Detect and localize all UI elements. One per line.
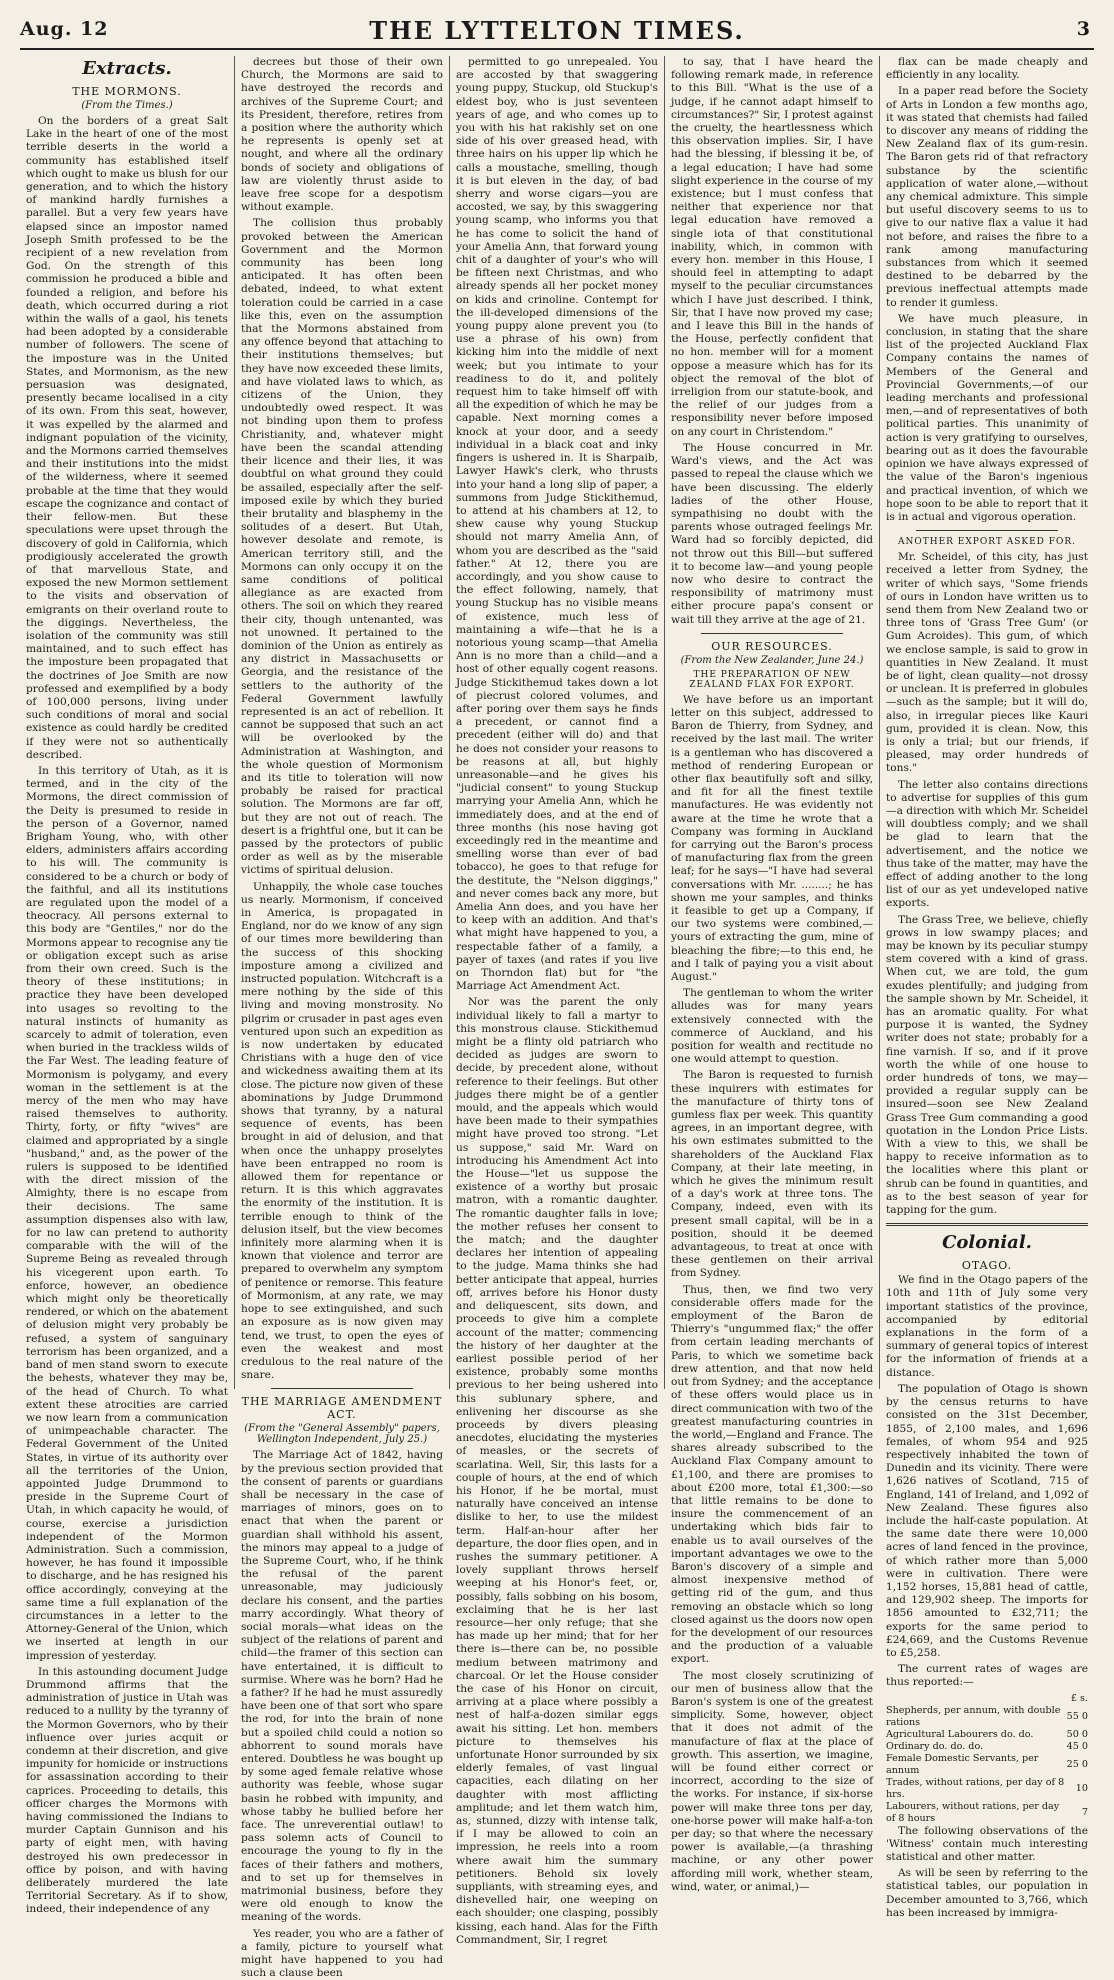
issue-date: Aug. 12 <box>20 18 109 40</box>
article-heading: OUR RESOURCES. <box>711 639 833 653</box>
divider <box>886 1223 1088 1226</box>
newspaper-title: THE LYTTELTON TIMES. <box>369 16 745 45</box>
columns <box>20 56 1094 1980</box>
paragraph: The gentleman to whom the writer alludes was for many years extensively connected with the commerce of Auckland, and his position for wealth and rectitude no one would attempt to question. <box>671 987 873 1066</box>
paragraph: In a paper read before the Society of Arts in London a few months ago, it was stated that chemists had failed to discover any means of ridding the New Zealand flax of its gum-resin. The Baron gets rid of that refractory substance by the scientific application of water alone,—without any chemical admixture. This simple but useful discovery seems to us to give to our native flax a value it had not before, and raises the fibre to a rank among manufacturing substances from which it seemed destined to be debarred by the previous ineffectual attempts made to render it gumless. <box>886 85 1088 309</box>
wage-label: Shepherds, per annum, with double rations <box>886 1704 1061 1728</box>
wage-label: Agricultural Labourers do. do. <box>886 1728 1034 1740</box>
article-source: (From the Times.) <box>81 100 173 111</box>
divider <box>916 530 1058 531</box>
wage-label: Labourers, without rations, per day of 8 hours <box>886 1800 1060 1824</box>
table-row <box>886 1801 1088 1825</box>
paragraph: In this astounding document Judge Drummond affirms that the administration of justice in Utah was reduced to a nullity by the tyranny of the Mormon Governors, who by their influence over juries acquit or condemn at their discretion, and give impunity for homicide or instructions for assassination according to their caprices. Proceeding to details, this officer charges the Mormons with having commissioned the Indians to murder Captain Gunnison and his party of eight men, with having destroyed his own predecessor in office by poison, and with having deliberately murdered the late Territorial Secretary. As if to show, indeed, their independence of any <box>26 1665 228 1916</box>
wage-value: 10 <box>1075 1782 1088 1794</box>
wage-label: Ordinary do. do. do. <box>886 1740 984 1752</box>
article-source: (From the "General Assembly" papers, Wellington Independent, July 25.) <box>244 1423 440 1446</box>
paragraph: Thus, then, we find two very considerable offers made for the employment of the Baron de Thierry's "ungummed flax;" the offer from certain leading merchants of Paris, to which we sometime back drew attention, and that now held out from Sydney; and the acceptance of these offers would place us in direct communication with two of the greatest manufacturing countries in the world,—England and France. The shares already subscribed to the Auckland Flax Company amount to £1,100, and there are promises to about £200 more, total £1,300:—so that little remains to be done to insure the commencement of an undertaking which bids fair to enable us to avail ourselves of the important advantages we owe to the Baron's discovery of a simple and almost inexpensive method of getting rid of the gum, and thus removing an obstacle which so long closed against us the doors now open for the development of our resources and the production of a valuable export. <box>671 1283 873 1666</box>
paragraph: We have much pleasure, in conclusion, in stating that the share list of the projected Auckland Flax Company contains the names of Members of the General and Provincial Governments,—of our leading merchants and professional men,—and of representatives of both political parties. This unanimity of action is very gratifying to ourselves, bearing out as it does the favourable opinion we have always expressed of the value of the Baron's ingenious and practical invention, of which we hope soon to be able to report that it is in actual and vigorous operation. <box>886 312 1088 523</box>
paragraph: decrees but those of their own Church, the Mormons are said to have destroyed the records and archives of the Supreme Court; and its President, therefore, retires from a position where the authority which he represents is openly set at nought, and where all the ordinary bonds of society and obligations of law are violently thrust aside to leave free scope for a despotism without example. <box>241 56 443 214</box>
paragraph: The collision thus probably provoked between the American Government and the Mormon community has been long anticipated. It has often been debated, indeed, to what extent toleration could be carried in a case like this, even on the assumption that the Mormons abstained from any offence beyond that attaching to their institutions themselves; but they have now exceeded these limits, and have violated laws to which, as citizens of the Union, they undoubtedly owed respect. It was not binding upon them to profess Christianity, and, whatever might have been the scandal attending their licence and their lies, it was doubtful on what ground they could be assailed, especially after the self-imposed exile by which they buried their brutality and blasphemy in the solitudes of a desert. But Utah, however desolate and remote, is American territory still, and the Mormons can only occupy it on the same conditions of political allegiance as are exacted from others. The soil on which they reared their city, though untenanted, was not unowned. It pertained to the dominion of the Union as entirely as any district in Massachusetts or Georgia, and the resistance of the settlers to the authority of the Federal Government lawfully represented is an act of rebellion. It cannot be supposed that such an act will be overlooked by the Administration at Washington, and the whole question of Mormonism and its title to toleration will now probably be raised for practical solution. The Mormons are far off, but they are not out of reach. The desert is a frightful one, but it can be passed by the protectors of public order as well as by the miserable victims of spiritual delusion. <box>241 217 443 877</box>
paragraph: Mr. Scheidel, of this city, has just received a letter from Sydney, the writer of which says, "Some friends of ours in London have written us to send them from New Zealand two or three tons of 'Grass Tree Gum' (or Gum Acroides). This gum, of which we enclose sample, is said to grow in quantities in New Zealand. It must be of light, clean quality—not drossy or unclean. It is preferred in globules—such as the sample; but it will do, also, in irregular pieces like Kauri gum, provided it is clean. Now, this is only a trial; but our friends, if pleased, may order hundreds of tons." <box>886 551 1088 775</box>
wages-table <box>886 1693 1088 1825</box>
paragraph: The most closely scrutinizing of our men of business allow that the Baron's system is one of the greatest simplicity. Some, however, object that it does not admit of the manufacture of flax at the place of growth. This assertion, we imagine, will be found either correct or incorrect, according to the size of the works. For instance, if six-horse power will make three tons per day, one-horse power will make half-a-ton per day; so that where the necessary power is available,—(a thrashing machine, or any other power affording mill work, whether steam, wind, water, or animal,)— <box>671 1669 873 1893</box>
wage-value: 50 0 <box>1066 1728 1088 1740</box>
wage-value: 45 0 <box>1066 1740 1088 1752</box>
paragraph: The Marriage Act of 1842, having by the previous section provided that the consent of parents or guardians shall be necessary in the case of marriages of minors, goes on to enact that when the parent or guardian shall withhold his assent, the minors may appeal to a judge of the Supreme Court, who, if he think the refusal of the parent unreasonable, may judiciously declare his consent, and the parties marry accordingly. What theory of social morals—what ideas on the subject of the relations of parent and child—the framer of this section can have entertained, it is difficult to surmise. Where was he born? Had he a father? If he had he must assuredly have been one of that sort who spare the rod, for into the brain of none but a spoiled child could a notion so abhorrent to sound morals have entered. Doubtless he was bought up by some aged female relative whose authority was feeble, whose sugar basin he robbed with impunity, and whose tabby he bullied before her face. The unreverential outlaw! to pass solemn acts of Council to encourage the young to fly in the faces of their fathers and mothers, and to set up for themselves in matrimonial business, before they were old enough to know the meaning of the words. <box>241 1449 443 1924</box>
table-row <box>886 1777 1088 1801</box>
table-row <box>886 1741 1088 1753</box>
column-4 <box>665 56 880 1893</box>
paragraph: The Grass Tree, we believe, chiefly grows in low swampy places; and may be known by its peculiar stumpy stem covered with a kind of grass. When cut, we are told, the gum exudes plentifully; and judging from the sample shown by Mr. Scheidel, it has an aromatic quality. For what purpose it is wanted, the Sydney writer does not state; probably for a fine varnish. If so, and if it prove worth the while of one house to order hundreds of tons, we may—provided a regular supply can be insured—soon see New Zealand Grass Tree Gum commanding a good quotation in the London Price Lists. With a view to this, we shall be happy to receive information as to the localities where this plant or shrub can be found in quantities, and as to the best season of year for tapping for the gum. <box>886 913 1088 1217</box>
column-3 <box>450 56 665 1946</box>
article-source: (From the New Zealander, June 24.) <box>680 654 864 666</box>
paragraph: Yes reader, you who are a father of a family, picture to yourself what might have happened to you had such a clause been <box>241 1927 443 1980</box>
column-2 <box>235 56 450 1980</box>
wage-value: 25 0 <box>1066 1758 1088 1770</box>
section-title: Extracts. <box>82 58 172 79</box>
article-heading: OTAGO. <box>961 1259 1013 1273</box>
page-number: 3 <box>1076 18 1090 40</box>
article-heading: THE MARRIAGE AMENDMENT ACT. <box>241 1395 443 1422</box>
paragraph: to say, that I have heard the following remark made, in reference to this Bill. "What is the use of a judge, if he cannot adapt himself to circumstances?" Sir, I protest against the cruelty, the heartlessness which this observation implies. Sir, I have had the blessing, if blessing it be, of a legal education; I have had some slight experience in the course of my existence; but I must confess that neither that experience nor that legal education have removed a single iota of that constitutional inability, which, in common with every hon. member in this House, I should feel in attempting to adapt myself to the peculiar circumstances which I have just described. I think, Sir, that I have now proved my case; and I leave this Bill in the hands of the House, perfectly confident that no hon. member will for a moment oppose a measure which has for its object the removal of the blot of irreligion from our statute-book, and the relief of our judges from a responsibility never before imposed on any court in Christendom." <box>671 56 873 438</box>
article-heading: ANOTHER EXPORT ASKED FOR. <box>898 537 1076 548</box>
paragraph: Nor was the parent the only individual likely to fall a martyr to this monstrous clause. Stickithemud might be a flinty old patriarch who decided as judges are sworn to decide, by precedent alone, without reference to their feelings. But other judges there might be of a gentler mould, and the appeals which would have been made to their sympathies might have proved too strong. "Let us suppose," said Mr. Ward on introducing his Amendment Act into the House—"let us suppose the existence of a worthy but prosaic matron, with a romantic daughter. The romantic daughter falls in love; the mother refuses her consent to the match; and the daughter declares her intention of appealing to the judge. Mama thinks she had better anticipate that appeal, hurries off, arrives before his Honor dusty and deliquescent, sits down, and proceeds to give him a complete account of the matter; commencing the history of her daughter at the earliest possible period of her existence, probably some months previous to her being ushered into this sublunary sphere, and enlivening her discourse as she proceeds by divers pleasing anecdotes, elucidating the mysteries of measles, or the secrets of scarlatina. Well, Sir, this lasts for a couple of hours, at the end of which his Honor, if he be mortal, must naturally have conceived an intense dislike to her, to use the mildest term. Half-an-hour after her departure, the door flies open, and in rushes the summary petitioner. A lovely suppliant throws herself weeping at his Honor's feet, or, possibly, falls sobbing on his bosom, exclaiming that he is her last resource—her only refuge; that she has made up her mind; that for her there is—there can be, no possible medium between matrimony and charcoal. Or let the House consider the case of his Honor on circuit, arriving at a place where possibly a nest of half-a-dozen similar eggs await his sitting. Let hon. members picture to themselves his unfortunate Honor surrounded by six elderly females, of vast lingual capacities, each dilating on her daughter with most afflicting amplitude; and let them watch him, as, stunned, dizzy with intense talk, if I may be allowed to coin an impression, he reels into a room where await him the summary petitioners. Behold six lovely suppliants, with streaming eyes, and dishevelled hair, one weeping on each shoulder; one clasping, possibly kissing, each hand. Alas for the Fifth Commandment, Sir, I regret <box>456 996 658 1946</box>
paragraph: On the borders of a great Salt Lake in the heart of one of the most terrible deserts in the world a community has established itself which ought to make us blush for our generation, and to which the history of mankind hardly furnishes a parallel. But a very few years have elapsed since an impostor named Joseph Smith professed to be the recipient of a new revelation from God. On the strength of this commission he produced a bible and founded a religion, and before his death, which occurred during a riot within the walls of a gaol, his tenets had been adopted by a considerable number of followers. The scene of the imposture was in the United States, and Mormonism, as the new persuasion was designated, presently became localised in a city of its own. From this seat, however, it was expelled by the alarmed and indignant population of the vicinity, and the Mormons carried themselves and their institutions into the midst of the wilderness, where it seemed probable at the time that they would escape the cognizance and contact of their fellow-men. But these speculations were upset through the discovery of gold in California, which prodigiously accelerated the growth of that marvellous State, and exposed the new Mormon settlement to the visits and observation of emigrants on their overland route to the diggings. Nevertheless, the isolation of the community was still maintained, and to such effect has the imposture been propagated that the doctrines of Joe Smith are now professed and exemplified by a body of 100,000 persons, living under such conditions of moral and social existence as could hardly be credited if they were not so authentically described. <box>26 115 228 761</box>
wage-value: 55 0 <box>1066 1710 1088 1722</box>
table-row <box>886 1705 1088 1729</box>
wages-header: £ s. <box>1070 1692 1088 1704</box>
table-row <box>886 1693 1088 1705</box>
column-1 <box>20 56 235 1916</box>
article-heading: THE MORMONS. <box>72 85 182 98</box>
divider <box>271 1388 413 1389</box>
paragraph: The Baron is requested to furnish these inquirers with estimates for the manufacture of thirty tons of gumless flax per week. This quantity agrees, in an important degree, with his own estimates submitted to the shareholders of the Auckland Flax Company, at their late meeting, in which he gives the minimum result of a day's work at three tons. The Company, indeed, even with its present small capital, will be in a position, should it be deemed advantageous, to treat at once with these gentlemen on their arrival from Sydney. <box>671 1069 873 1280</box>
paragraph: flax can be made cheaply and efficiently in any locality. <box>886 56 1088 82</box>
paragraph: The House concurred in Mr. Ward's views, and the Act was passed to repeal the clause which we have been discussing. The elderly ladies of the other House, sympathising no doubt with the parents whose outraged feelings Mr. Ward had so forcibly depicted, did not throw out this Bill—but suffered it to become law—and young people now who desire to contract the responsibility of matrimony must either procure papa's consent or wait till they arrive at the age of 21. <box>671 441 873 626</box>
paragraph: Unhappily, the whole case touches us nearly. Mormonism, if conceived in America, is propagated in England, nor do we know of any sign of our times more bewildering than the success of this shocking imposture among a civilized and instructed population. Witchcraft is a mere nothing by the side of this living and moving monstrosity. No pilgrim or crusader in past ages even ventured upon such an expedition as is now undertaken by educated Christians with a huge den of vice and wickedness awaiting them at its close. The picture now given of these abominations by Judge Drummond shows that tyranny, by a natural sequence of events, has been brought in aid of delusion, and that when once the unhappy proselytes have been entrapped no room is allowed them for repentance or return. It is this which aggravates the enormity of the institution. It is terrible enough to think of the delusion itself, but the view becomes infinitely more alarming when it is known that violence and terror are prepared to overwhelm any symptom of penitence or remorse. This feature of Mormonism, at any rate, we may hope to see extinguished, and such an exposure as is now given may tend, we trust, to open the eyes of even the weakest and most credulous to the real nature of the snare. <box>241 880 443 1382</box>
paragraph: We have before us an important letter on this subject, addressed to Baron de Thierry, from Sydney, and received by the last mail. The writer is a gentleman who has discovered a method of rendering European or other flax beautifully soft and silky, and fit for all the finest textile manufactures. He was evidently not aware at the time he wrote that a Company was forming in Auckland for carrying out the Baron's process of manufacturing flax from the green leaf; for he says—"I have had several conversations with Mr. ........; he has shown me your samples, and thinks it feasible to get up a Company, if our two systems were combined,—yours of extracting the gum, mine of bleaching the fibre;—to this end, he and I talk of paying you a visit about August." <box>671 693 873 983</box>
paragraph: The letter also contains directions to advertise for supplies of this gum—a direction with which Mr. Scheidel will doubtless comply; and we shall be glad to learn that the advertisement, and the notice we thus take of the matter, may have the effect of adding another to the long list of our as yet undeveloped native exports. <box>886 778 1088 910</box>
paragraph: The current rates of wages are thus reported:— <box>886 1663 1088 1689</box>
table-row <box>886 1729 1088 1741</box>
paragraph: permitted to go unrepealed. You are accosted by that swaggering young puppy, Stuckup, old Stuckup's eldest boy, who is just seventeen years of age, and who comes up to you with his hat rakishly set on one side of his over greased head, with three hairs on his upper lip which he calls a moustache, smelling, though it is but eleven in the day, of bad sherry and worse cigars—you are accosted, we say, by this swaggering young scamp, who informs you that he has come to solicit the hand of your Amelia Ann, that forward young chit of a daughter of your's who will be fifteen next Christmas, and who already spends all her pocket money on kids and crinoline. Contempt for the ill-developed dimensions of the young puppy alone prevent you (to use a phrase of his own) from kicking him into the middle of next week; but you intimate to your readiness to do it, and politely request him to take himself off with all the expedition of which he may be capable. Next morning comes a knock at your door, and a seedy individual in a black coat and inky fingers is ushered in. It is Sharpaib, Lawyer Hawk's clerk, who thrusts into your hand a long slip of paper, a summons from Judge Stickithemud, to attend at his chambers at 12, to shew cause why young Stuckup should not marry Amelia Ann, of whom you are described as the "said father." At 12, there you are accordingly, and you show cause to the effect following, namely, that young Stuckup has no visible means of existence, much less of maintaining a wife—that he is a notorious young scamp—that Amelia Ann is no more than a child—and a host of other equally cogent reasons. Judge Stickithemud takes down a lot of piecrust colored volumes, and after poring over them says he finds a precedent, or cannot find a precedent (either will do) and that he does not consider your reasons to be reasons at all, but highly unreasonable—and he gives his "judicial consent" to young Stuckup marrying your Amelia Ann, which he immediately does, and at the end of three months (his nose having got exceedingly red in the meantime and smelling worse than ever of bad tobacco), he goes to that refuge for the destitute, the "Nelson diggings," and never comes back any more, but Amelia Ann does, and you have her to keep with an addition. And that's what might have happened to you, a respectable father of a family, a payer of taxes (and rates if you live on Thorndon flat) but for "the Marriage Act Amendment Act. <box>456 56 658 993</box>
table-row <box>886 1753 1088 1777</box>
section-title: Colonial. <box>942 1232 1032 1254</box>
masthead <box>20 8 1094 50</box>
column-5 <box>880 56 1094 1919</box>
paragraph: As will be seen by referring to the statistical tables, our population in December amounted to 3,766, which has been increased by immigra- <box>886 1867 1088 1919</box>
wage-label: Female Domestic Servants, per annum <box>886 1752 1039 1776</box>
article-subheading: THE PREPARATION OF NEW ZEALAND FLAX FOR EXPORT. <box>689 669 855 690</box>
divider <box>701 633 843 634</box>
wage-value: 7 <box>1081 1806 1088 1818</box>
paragraph: We find in the Otago papers of the 10th and 11th of July some very important statistics of the province, accompanied by editorial explanations in the form of a summary of general topics of interest for the information of friends at a distance. <box>886 1274 1089 1379</box>
paragraph: In this territory of Utah, as it is termed, and in the city of the Mormons, the direct commission of the Deity is presumed to reside in the person of a Governor, named Brigham Young, who, with other elders, administers affairs according to his will. The community is considered to be a church or body of the faithful, and all its institutions are regulated upon the model of a theocracy. All persons external to this body are "Gentiles," nor do the Mormons appear to recognise any tie or obligation except such as arise from their own creed. Such is the theory of these institutions; in practice they have been developed into usages so revolting to the natural instincts of humanity as scarcely to admit of toleration, even when buried in the trackless wilds of the Far West. The leading feature of Mormonism is polygamy, and every woman in the settlement is at the mercy of the men who may have raised themselves to authority. Thirty, forty, or fifty "wives" are claimed and appropriated by a single "husband," and, as the power of the rulers is supposed to be identified with the direct mission of the Almighty, there is no escape from their decisions. The same assumption dispenses also with law, for no law can pretend to authority comparable with the will of the Supreme Being as revealed through his vicegerent upon earth. To enforce, however, an obedience which might only be theoretically rendered, or which on the abatement of delusion might very probably be refused, a system of sanguinary terrorism has been organized, and a band of men stand sworn to execute the behests, whatever they may be, of the head of Church. To what extent these atrocities are carried we now learn from a communication of unimpeachable character. The Federal Government of the United States, in virtue of its authority over all the territories of the Union, appointed Judge Drummond to preside in the Supreme Court of Utah, in which capacity he would, of course, exercise a jurisdiction independent of the Mormon Administration. Such a commission, however, he has found it impossible to discharge, and he has resigned his office accordingly, conveying at the same time a full explanation of the circumstances in a letter to the Attorney-General of the Union, which we inserted at length in our impression of yesterday. <box>26 764 228 1662</box>
paragraph: The population of Otago is shown by the census returns to have consisted on the 31st December, 1855, of 2,100 males, and 1,696 females, of whom 954 and 925 respectively inhabited the town of Dunedin and its vicinity. There were 1,626 natives of Scotland, 715 of England, 141 of Ireland, and 1,092 of New Zealand. These figures also include the half-caste population. At the same date there were 10,000 acres of land fenced in the province, of which rather more than 5,000 were in cultivation. There were 1,152 horses, 15,881 head of cattle, and 129,902 sheep. The imports for 1856 amounted to £32,711; the exports for the same period to £24,669, and the Customs Revenue to £5,258. <box>886 1382 1088 1659</box>
wage-label: Trades, without rations, per day of 8 hrs. <box>886 1776 1065 1800</box>
paragraph: The following observations of the 'Witness' contain much interesting statistical and other matter. <box>886 1824 1088 1863</box>
